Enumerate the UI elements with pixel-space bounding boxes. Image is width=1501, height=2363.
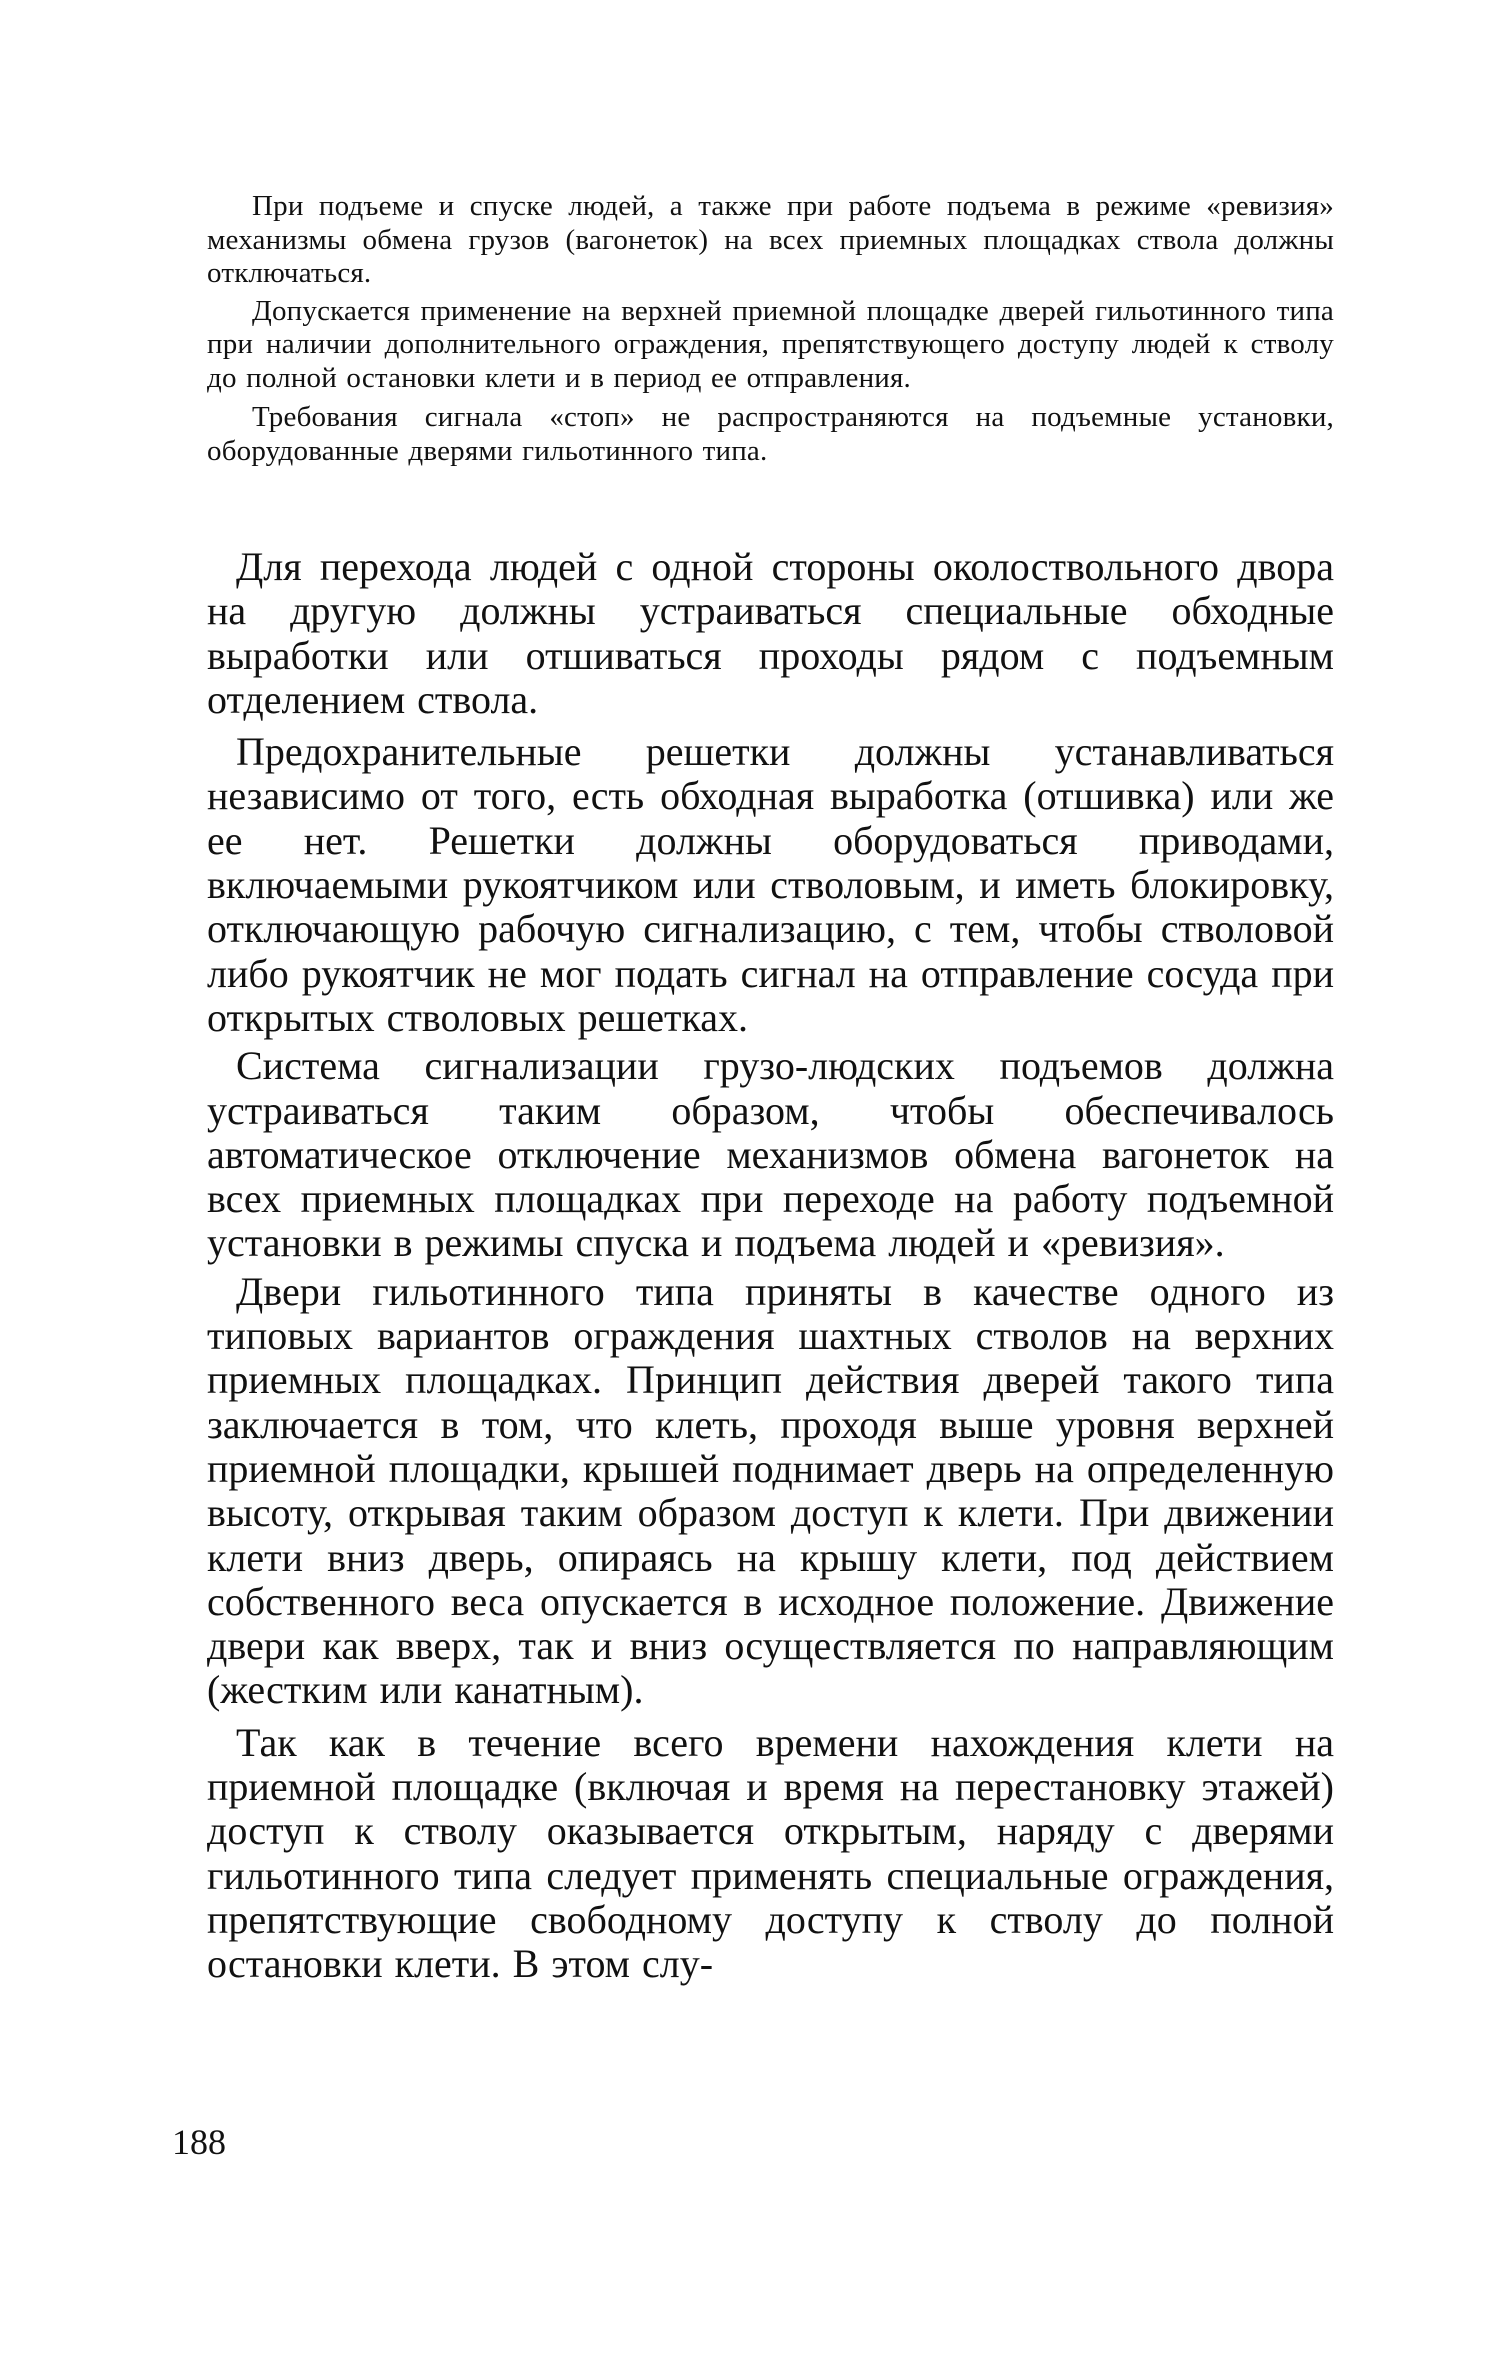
page-number: 188 <box>172 2122 226 2162</box>
body-paragraph: Для перехода людей с одной стороны околоствольного двора на другую должны устраиваться специальные обходные выработки или отшиваться проходы рядом с подъемным отделением ствола. <box>207 544 1334 722</box>
body-paragraph: Система сигнализации грузо-людских подъемов должна устраиваться таким образом, чтобы обеспечивалось автоматическое отключение механизмов обмена вагонеток на всех приемных площадках при переходе на работу подъемной установки в режимы спуска и подъема людей и «ревизия». <box>207 1043 1334 1266</box>
note-paragraph: Допускается применение на верхней приемной площадке дверей гильотинного типа при наличии дополнительного ограждения, препятствующего доступу людей к стволу до полной остановки клети и в период ее отправления. <box>207 294 1334 394</box>
note-paragraph: Требования сигнала «стоп» не распространяются на подъемные установки, оборудованные дверями гильотинного типа. <box>207 401 1334 467</box>
note-block <box>207 190 1334 472</box>
body-paragraph: Предохранительные решетки должны устанавливаться независимо от того, есть обходная выработка (отшивка) или же ее нет. Решетки должны оборудоваться приводами, включаемыми рукоятчиком или стволовым, и иметь блокировку, отключающую рабочую сигнализацию, с тем, чтобы стволовой либо рукоятчик не мог подать сигнал на отправление сосуда при открытых стволовых решетках. <box>207 729 1334 1040</box>
body-paragraph: Так как в течение всего времени нахождения клети на приемной площадке (включая и время на перестановку этажей) доступ к стволу оказывается открытым, наряду с дверями гильотинного типа следует применять специальные ограждения, препятствующие свободному доступу к стволу до полной остановки клети. В этом слу- <box>207 1719 1334 1987</box>
main-text <box>207 545 1334 1991</box>
body-paragraph: Двери гильотинного типа приняты в качестве одного из типовых вариантов ограждения шахтных стволов на верхних приемных площадках. Принцип действия дверей такого типа заключается в том, что клеть, проходя выше уровня верхней приемной площадки, крышей поднимает дверь на определенную высоту, открывая таким образом доступ к клети. При движении клети вниз дверь, опираясь на крышу клети, под действием собственного веса опускается в исходное положение. Движение двери как вверх, так и вниз осуществляется по направляющим (жестким или канатным). <box>207 1268 1334 1713</box>
note-paragraph: При подъеме и спуске людей, а также при работе подъема в режиме «ревизия» механизмы обмена грузов (вагонеток) на всех приемных площадках ствола должны отключаться. <box>207 190 1334 289</box>
